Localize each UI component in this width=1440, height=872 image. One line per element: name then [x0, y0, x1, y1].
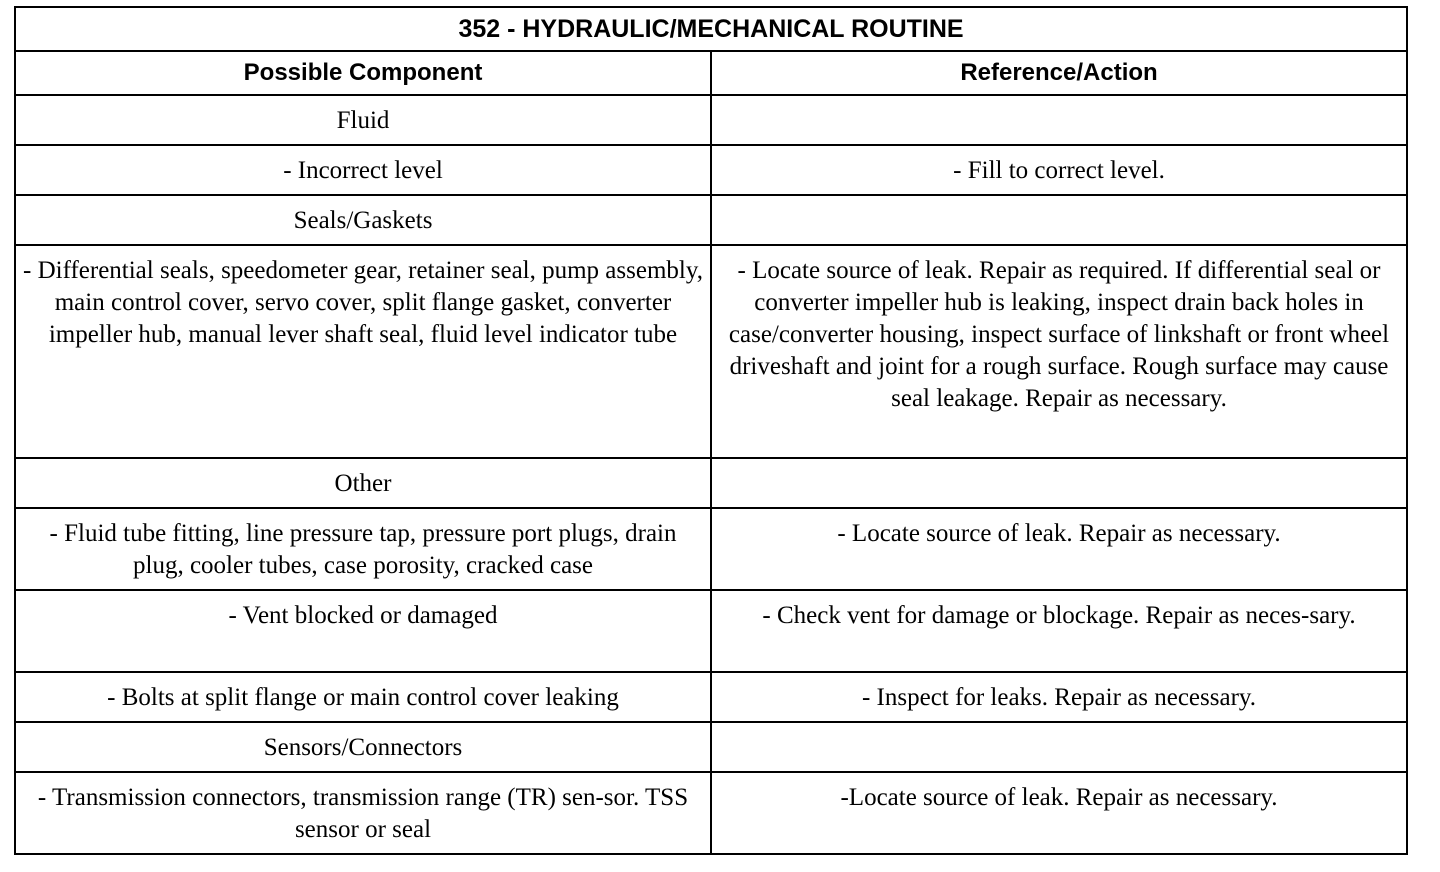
action-cell — [711, 722, 1407, 772]
column-header-action: Reference/Action — [711, 51, 1407, 95]
title-row — [15, 7, 1407, 51]
table-row — [15, 245, 1407, 458]
table-row — [15, 458, 1407, 508]
component-cell: - Vent blocked or damaged — [15, 590, 711, 672]
action-cell — [711, 458, 1407, 508]
table-row — [15, 590, 1407, 672]
component-cell: - Bolts at split flange or main control cover leaking — [15, 672, 711, 722]
hydraulic-mechanical-routine-table — [14, 6, 1408, 855]
action-cell: - Check vent for damage or blockage. Repair as neces-sary. — [711, 590, 1407, 672]
component-cell: Seals/Gaskets — [15, 195, 711, 245]
component-cell: Fluid — [15, 95, 711, 145]
action-cell: - Inspect for leaks. Repair as necessary. — [711, 672, 1407, 722]
action-cell: - Locate source of leak. Repair as necessary. — [711, 508, 1407, 590]
action-cell: - Fill to correct level. — [711, 145, 1407, 195]
action-cell: - Locate source of leak. Repair as required. If differential seal or converter impeller hub is leaking, inspect drain back holes in case/converter housing, inspect surface of linkshaft or front wheel driveshaft and joint for a rough surface. Rough surface may cause seal leakage. Repair as necessary. — [711, 245, 1407, 458]
table-row — [15, 508, 1407, 590]
component-cell: - Fluid tube fitting, line pressure tap, pressure port plugs, drain plug, cooler tubes, case porosity, cracked case — [15, 508, 711, 590]
component-cell: - Differential seals, speedometer gear, retainer seal, pump assembly, main control cover, servo cover, split flange gasket, converter impeller hub, manual lever shaft seal, fluid level indicator tube — [15, 245, 711, 458]
table-row — [15, 672, 1407, 722]
table-row — [15, 195, 1407, 245]
action-cell: -Locate source of leak. Repair as necessary. — [711, 772, 1407, 854]
column-header-component: Possible Component — [15, 51, 711, 95]
component-cell: - Transmission connectors, transmission range (TR) sen-sor. TSS sensor or seal — [15, 772, 711, 854]
table-title: 352 - HYDRAULIC/MECHANICAL ROUTINE — [15, 7, 1407, 51]
table-row — [15, 772, 1407, 854]
action-cell — [711, 95, 1407, 145]
component-cell: Other — [15, 458, 711, 508]
table-row — [15, 722, 1407, 772]
component-cell: - Incorrect level — [15, 145, 711, 195]
action-cell — [711, 195, 1407, 245]
table-row — [15, 145, 1407, 195]
component-cell: Sensors/Connectors — [15, 722, 711, 772]
table-row — [15, 95, 1407, 145]
header-row — [15, 51, 1407, 95]
